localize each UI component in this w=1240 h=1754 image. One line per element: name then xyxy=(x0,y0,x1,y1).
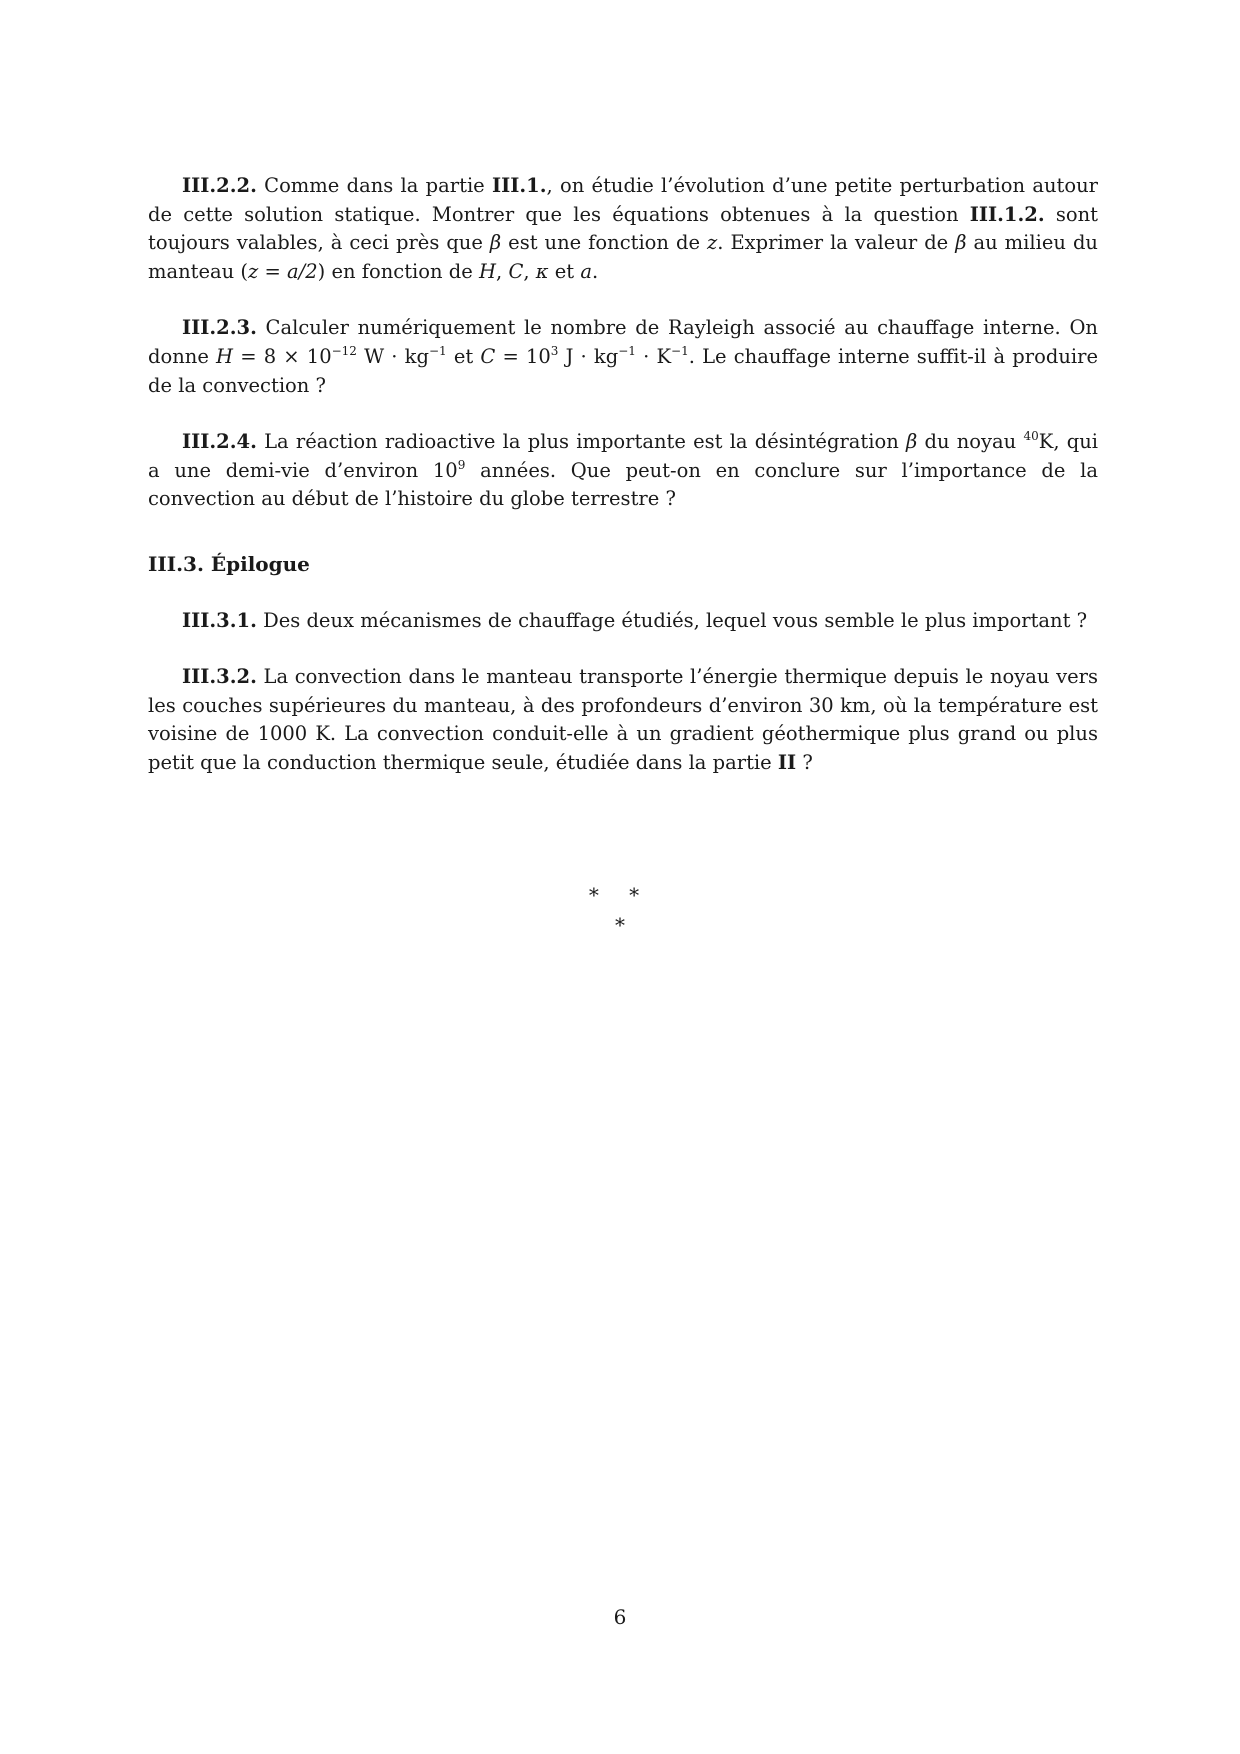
text: = 8 × 10 xyxy=(233,344,332,368)
text: Calculer numériquement le nombre de Rayleigh associé au chauffage interne. On donne xyxy=(148,316,1098,368)
text: sont toujours valables, à ceci près que xyxy=(148,202,1099,255)
question-number: III.2.2. xyxy=(182,174,257,197)
exponent: −12 xyxy=(331,343,357,358)
text: et xyxy=(446,344,481,368)
math-symbol: z xyxy=(706,231,718,255)
math-symbol: κ xyxy=(535,259,549,283)
paragraph-iii-2-2 xyxy=(148,172,1098,286)
text: ) en fonction de xyxy=(317,259,480,283)
question-number: III.3.2. xyxy=(182,665,257,689)
text: La réaction radioactive la plus importante est la désintégration xyxy=(256,430,906,454)
math-symbol: H xyxy=(216,344,234,368)
text: W · kg xyxy=(356,344,429,368)
text: est une fonction de xyxy=(501,231,707,255)
text: , on étudie l’évolution d’une petite perturbation autour de cette solution statique. Montrer que les équations obtenues à la question xyxy=(148,174,1098,226)
question-number: III.2.4. xyxy=(182,430,257,454)
asterisk-row: * * xyxy=(588,883,652,907)
text: , xyxy=(496,259,509,283)
exponent: −1 xyxy=(671,343,689,358)
math-symbol: β xyxy=(489,231,502,255)
paragraph-iii-3-1 xyxy=(148,607,1098,636)
text: années. Que peut-on en conclure sur l’importance de la convection au début de l’histoire du globe terrestre ? xyxy=(148,458,1098,511)
isotope-mass-number: 40 xyxy=(1023,429,1039,444)
text: ? xyxy=(796,750,813,774)
text: au milieu du manteau ( xyxy=(148,231,1098,283)
text: , xyxy=(523,259,536,283)
math-symbol: C xyxy=(508,259,524,283)
part-reference: II xyxy=(777,750,797,774)
math-expression: z = a/2 xyxy=(248,259,318,283)
math-symbol: a xyxy=(580,259,592,283)
text: Des deux mécanismes de chauffage étudiés, lequel vous semble le plus important ? xyxy=(256,608,1088,632)
document-body xyxy=(148,172,1098,806)
end-asterisks xyxy=(0,880,1240,940)
text: . xyxy=(591,259,599,283)
paragraph-iii-2-3 xyxy=(148,314,1098,400)
math-symbol: β xyxy=(906,430,918,454)
text: K, qui a une demi-vie d’environ 10 xyxy=(148,430,1099,482)
asterisk-row: * xyxy=(615,913,625,937)
text: . Exprimer la valeur de xyxy=(717,231,956,255)
text: La convection dans le manteau transporte l’énergie thermique depuis le noyau vers les couches supérieures du manteau, à des profondeurs d’environ 30 km, où la température est voisine de 1000 K. La convection conduit-elle à un gradient géothermique plus grand ou plus petit que la conduction thermique seule, étudiée dans la partie xyxy=(148,665,1098,774)
math-symbol: β xyxy=(955,231,967,255)
text: J · kg xyxy=(558,344,619,368)
section-heading: III.3. Épilogue xyxy=(148,551,310,576)
text: et xyxy=(548,259,581,283)
exponent: −1 xyxy=(428,343,447,358)
exponent: 3 xyxy=(550,343,559,358)
math-symbol: H xyxy=(479,259,497,283)
exponent: 9 xyxy=(457,457,466,472)
text: Comme dans la partie xyxy=(256,174,492,197)
text: . Le chauffage interne suffit-il à produire de la convection ? xyxy=(148,344,1098,397)
paragraph-iii-2-4 xyxy=(148,428,1098,514)
page-number: 6 xyxy=(613,1605,627,1629)
text: = 10 xyxy=(495,344,551,368)
question-number: III.2.3. xyxy=(182,316,257,340)
text: · K xyxy=(635,344,672,368)
exponent: −1 xyxy=(618,343,636,358)
section-reference: III.1. xyxy=(492,174,547,197)
question-number: III.3.1. xyxy=(182,608,257,632)
text: du noyau xyxy=(917,430,1024,454)
question-reference: III.1.2. xyxy=(969,202,1045,226)
math-symbol: C xyxy=(480,344,496,368)
paragraph-iii-3-2 xyxy=(148,663,1098,777)
